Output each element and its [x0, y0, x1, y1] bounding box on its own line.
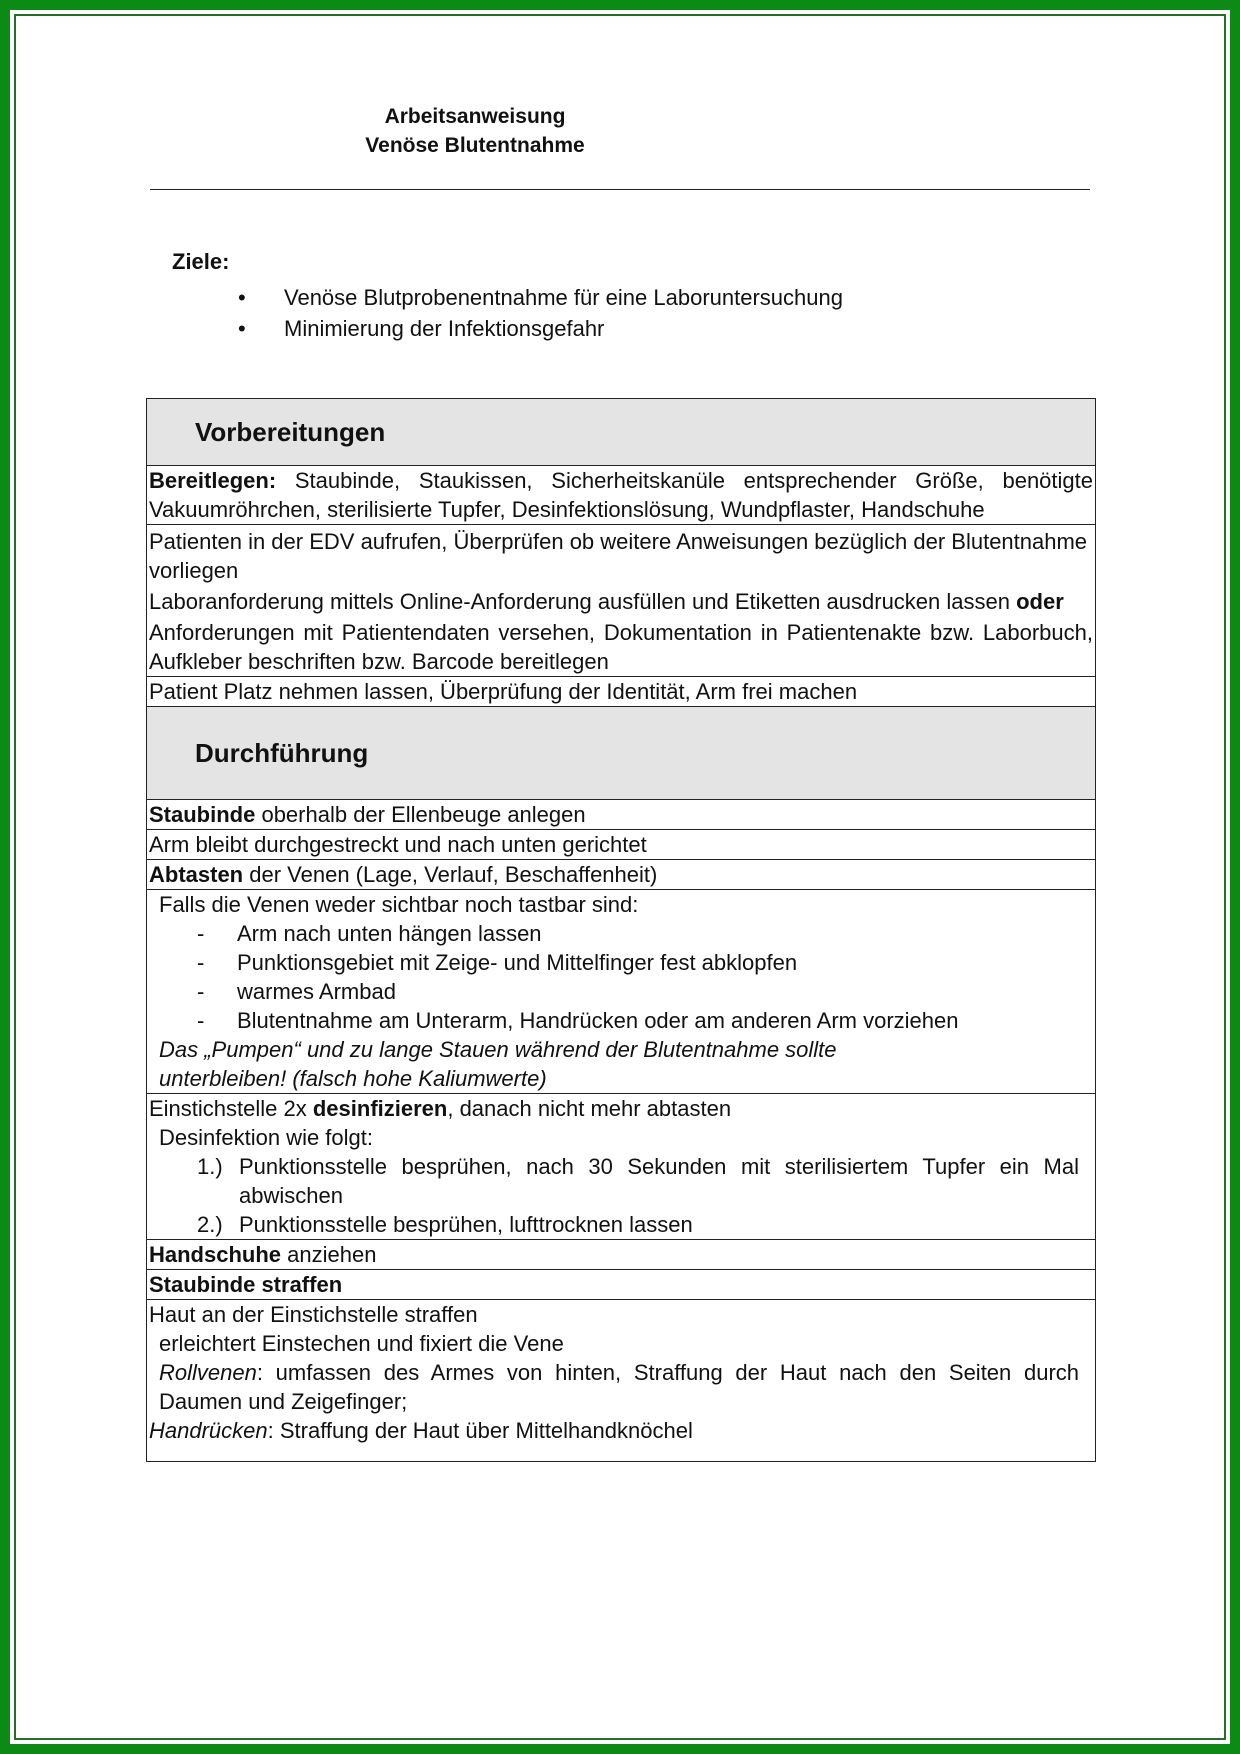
bereitlegen-cell: [147, 466, 1096, 525]
handschuhe-bold: Handschuhe: [149, 1242, 282, 1267]
section-header-exec: [147, 707, 1096, 800]
rollvenen-text: [149, 1358, 1093, 1416]
table-row: [147, 860, 1096, 890]
step-number: 1.): [197, 1154, 223, 1179]
falls-item: warmes Armbad: [237, 979, 396, 1004]
falls-cell: [147, 890, 1096, 1094]
goals-list: [236, 282, 843, 344]
handruecken-text: [149, 1416, 1093, 1445]
falls-item: Arm nach unten hängen lassen: [237, 921, 542, 946]
handruecken-desc: : Straffung der Haut über Mittelhandknöchel: [267, 1418, 693, 1443]
haut-cell: [147, 1300, 1096, 1462]
title-line-1: Arbeitsanweisung: [384, 105, 566, 128]
table-row: [147, 1094, 1096, 1240]
table-row: [147, 525, 1096, 677]
arm-text: Arm bleibt durchgestreckt und nach unten gerichtet: [147, 830, 1096, 860]
bereitlegen-text: Staubinde, Staukissen, Sicherheitskanüle entsprechender Größe, benötigte Vakuumröhrchen, sterilisierte Tupfer, Desinfektionslösung, Wundpflaster, Handschuhe: [149, 468, 1093, 522]
list-item: [149, 948, 1093, 977]
handruecken-label: Handrücken: [149, 1418, 268, 1443]
staubinde-cell: [147, 800, 1096, 830]
desinf-bold: desinfizieren: [312, 1096, 448, 1121]
abtasten-bold: Abtasten: [149, 862, 244, 887]
staubinde-bold: Staubinde: [149, 802, 256, 827]
step-text: Punktionsstelle besprühen, nach 30 Sekunden mit sterilisiertem Tupfer ein Mal abwischen: [239, 1154, 1079, 1208]
dash-mark: -: [197, 950, 205, 975]
table-row: [147, 1300, 1096, 1462]
list-item: [149, 977, 1093, 1006]
haut-sub: erleichtert Einstechen und fixiert die Vene: [159, 1331, 564, 1356]
table-row: [147, 466, 1096, 525]
section-heading: Vorbereitungen: [147, 399, 1096, 466]
desinf-pre: Einstichstelle 2x: [149, 1096, 313, 1121]
table-row: [147, 1270, 1096, 1300]
warning-text: Das „Pumpen“ und zu lange Stauen während der Blutentnahme sollte unterbleiben! (falsch hohe Kaliumwerte): [159, 1037, 837, 1091]
abtasten-cell: [147, 860, 1096, 890]
falls-item: Punktionsgebiet mit Zeige- und Mittelfinger fest abklopfen: [237, 950, 798, 975]
desinf-post: , danach nicht mehr abtasten: [447, 1096, 732, 1121]
patient-text: Patient Platz nehmen lassen, Überprüfung der Identität, Arm frei machen: [147, 677, 1096, 707]
list-item: [149, 1210, 1093, 1239]
procedure-table: [146, 398, 1096, 1462]
table-row: [147, 1240, 1096, 1270]
title-line-2: Venöse Blutentnahme: [365, 134, 585, 157]
goal-item: • Minimierung der Infektionsgefahr: [236, 313, 843, 344]
haut-text: Haut an der Einstichstelle straffen: [149, 1302, 478, 1327]
dash-mark: -: [197, 1008, 205, 1033]
staubinde-text: oberhalb der Ellenbeuge anlegen: [255, 802, 586, 827]
rollvenen-label: Rollvenen: [159, 1360, 257, 1385]
abtasten-text: der Venen (Lage, Verlauf, Beschaffenheit): [243, 862, 658, 887]
desinfektion-cell: [147, 1094, 1096, 1240]
edv-text: Patienten in der EDV aufrufen, Überprüfen ob weitere Anweisungen bezüglich der Blutentnahme vorliegen: [149, 529, 1088, 583]
preparation-cell: [147, 525, 1096, 677]
list-item: [149, 1006, 1093, 1035]
bereitlegen-label: Bereitlegen:: [149, 468, 277, 493]
falls-text: Falls die Venen weder sichtbar noch tastbar sind:: [159, 892, 639, 917]
desinf-label: Desinfektion wie folgt:: [159, 1125, 373, 1150]
dash-mark: -: [197, 921, 205, 946]
step-text: Punktionsstelle besprühen, lufttrocknen lassen: [239, 1212, 693, 1237]
section-header-prep: [147, 399, 1096, 466]
table-row: [147, 677, 1096, 707]
manual-text: Anforderungen mit Patientendaten versehen, Dokumentation in Patientenakte bzw. Laborbuch, Aufkleber beschriften bzw. Barcode bereitlegen: [149, 620, 1093, 674]
document-title: [300, 102, 650, 160]
list-item: [149, 919, 1093, 948]
online-text: [149, 587, 1093, 616]
table-row: [147, 830, 1096, 860]
rollvenen-desc: : umfassen des Armes von hinten, Straffung der Haut nach den Seiten durch Daumen und Zeigefinger;: [159, 1360, 1079, 1414]
handschuhe-text: anziehen: [281, 1242, 377, 1267]
step-number: 2.): [197, 1212, 223, 1237]
handschuhe-cell: [147, 1240, 1096, 1270]
online-text-main: Laboranforderung mittels Online-Anforderung ausfüllen und Etiketten ausdrucken lassen: [149, 589, 1017, 614]
table-row: [147, 800, 1096, 830]
goals-label: Ziele:: [172, 249, 230, 274]
section-heading: Durchführung: [147, 707, 1096, 800]
table-row: [147, 890, 1096, 1094]
title-divider: [150, 189, 1090, 190]
dash-mark: -: [197, 979, 205, 1004]
falls-item: Blutentnahme am Unterarm, Handrücken oder am anderen Arm vorziehen: [237, 1008, 959, 1033]
desinf-intro: [149, 1094, 1093, 1123]
goal-item: • Venöse Blutprobenentnahme für eine Laboruntersuchung: [236, 282, 843, 313]
straffen-bold: Staubinde straffen: [149, 1272, 343, 1297]
straffen-cell: [147, 1270, 1096, 1300]
list-item: [149, 1152, 1093, 1210]
online-text-bold: oder: [1016, 589, 1064, 614]
